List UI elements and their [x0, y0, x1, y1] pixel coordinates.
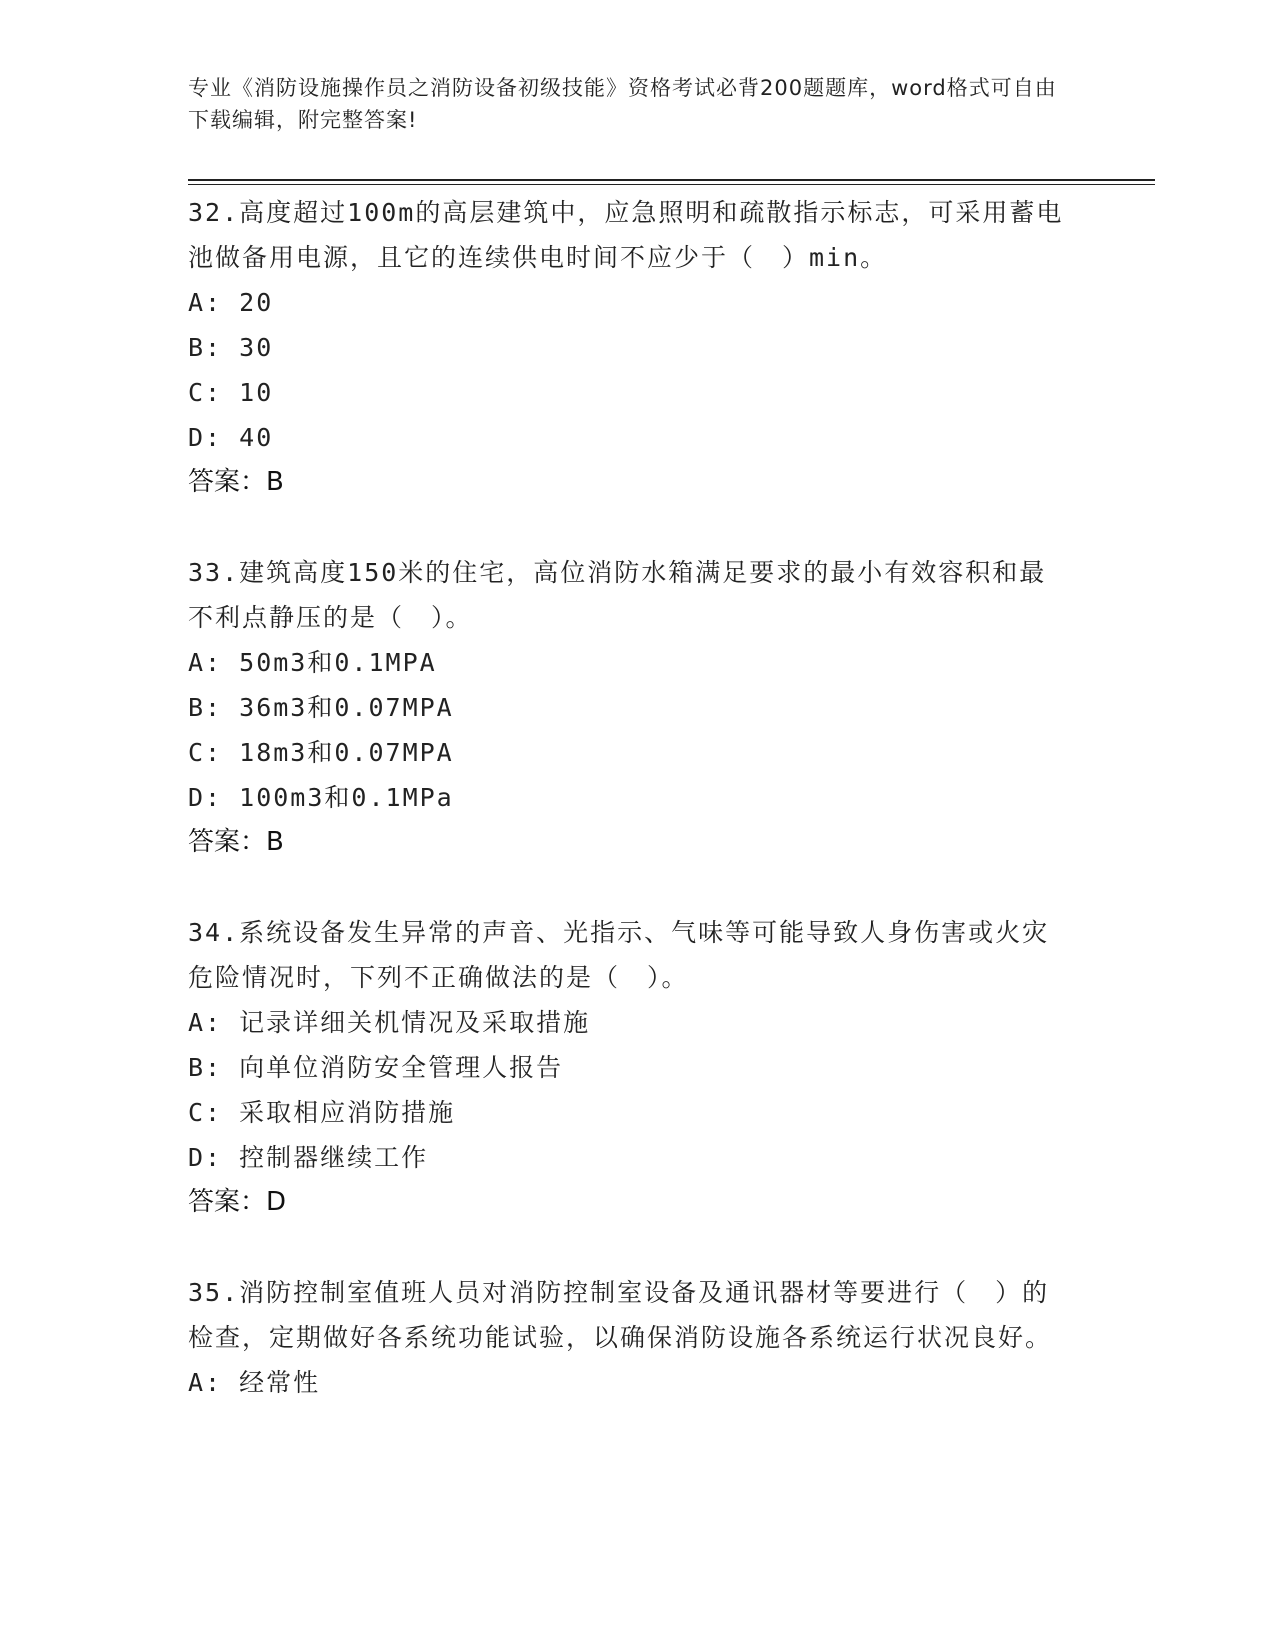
option-a: A: 50m3和0.1MPA	[188, 648, 437, 677]
option-b: B: 30	[188, 333, 274, 362]
answer-line: 答案：B	[188, 467, 284, 497]
option-a: A: 记录详细关机情况及采取措施	[188, 1008, 591, 1037]
answer-line: 答案：B	[188, 827, 284, 857]
document-header: 专业《消防设施操作员之消防设备初级技能》资格考试必背200题题库，word格式可自由下载编辑，附完整答案!	[188, 76, 1057, 132]
question-33	[188, 550, 1088, 865]
option-a: A: 经常性	[188, 1368, 321, 1397]
question-spacer	[188, 505, 1088, 550]
option-b: B: 向单位消防安全管理人报告	[188, 1053, 564, 1082]
option-d: D: 40	[188, 423, 274, 452]
option-a: A: 20	[188, 288, 274, 317]
header-divider-thick	[188, 179, 1155, 181]
question-spacer	[188, 865, 1088, 910]
option-c: C: 10	[188, 378, 274, 407]
question-32	[188, 190, 1088, 505]
question-stem: 35.消防控制室值班人员对消防控制室设备及通讯器材等要进行（ ）的检查，定期做好各系统功能试验，以确保消防设施各系统运行状况良好。	[188, 1278, 1053, 1352]
option-c: C: 采取相应消防措施	[188, 1098, 456, 1127]
question-stem: 33.建筑高度150米的住宅，高位消防水箱满足要求的最小有效容积和最不利点静压的是（ ）。	[188, 558, 1047, 632]
question-stem: 34.系统设备发生异常的声音、光指示、气味等可能导致人身伤害或火灾危险情况时，下列不正确做法的是（ ）。	[188, 918, 1050, 992]
answer-line: 答案：D	[188, 1187, 287, 1217]
question-34	[188, 910, 1088, 1225]
header-divider-thin	[188, 184, 1155, 185]
option-b: B: 36m3和0.07MPA	[188, 693, 454, 722]
question-list	[188, 190, 1088, 1405]
option-d: D: 控制器继续工作	[188, 1143, 429, 1172]
question-stem: 32.高度超过100m的高层建筑中，应急照明和疏散指示标志，可采用蓄电池做备用电源，且它的连续供电时间不应少于（ ）min。	[188, 198, 1064, 272]
question-spacer	[188, 1225, 1088, 1270]
option-c: C: 18m3和0.07MPA	[188, 738, 454, 767]
option-d: D: 100m3和0.1MPa	[188, 783, 454, 812]
question-35	[188, 1270, 1088, 1405]
